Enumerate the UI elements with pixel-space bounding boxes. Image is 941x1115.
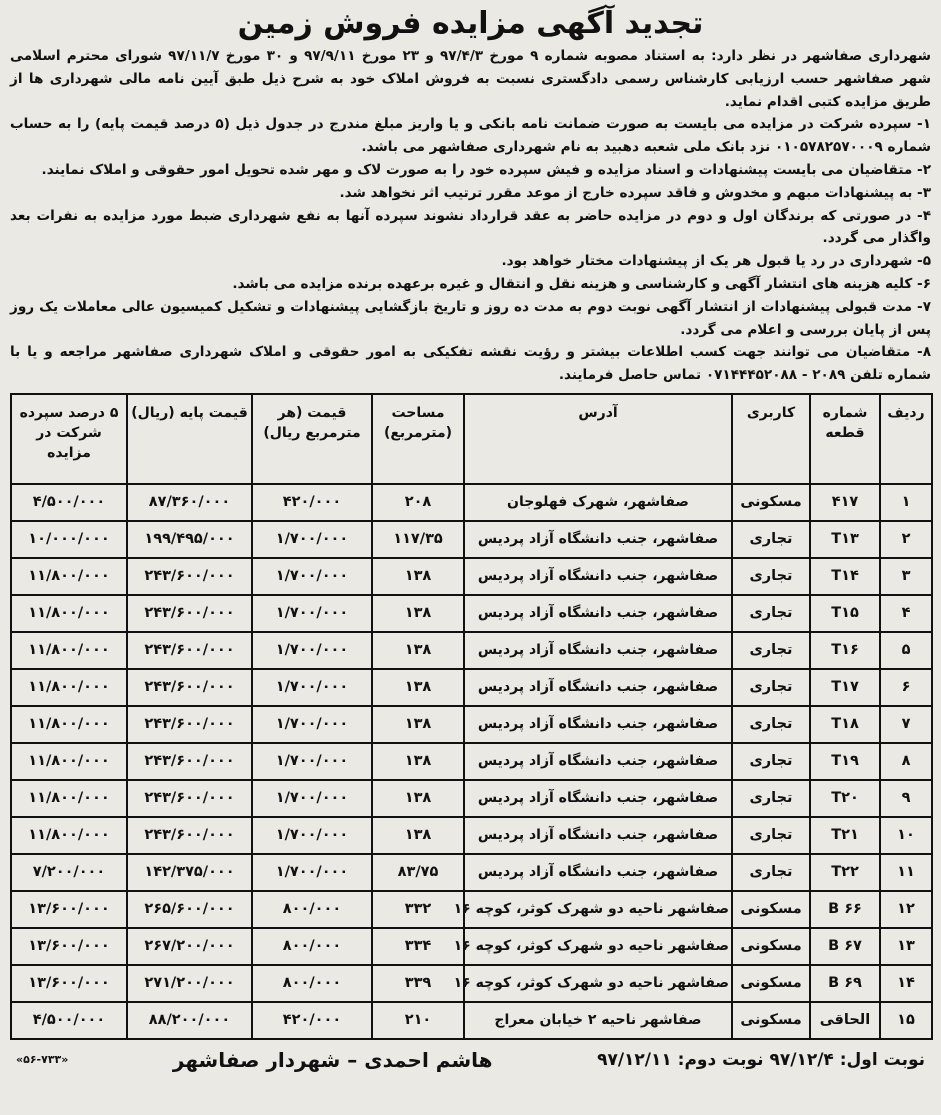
cell-area: ۳۳۹ [372, 965, 464, 1002]
cell-usage: تجاری [732, 706, 810, 743]
cell-base: ۲۴۳/۶۰۰/۰۰۰ [127, 595, 252, 632]
cell-address: صفاشهر، جنب دانشگاه آزاد پردیس [464, 780, 732, 817]
ad-footer [10, 1048, 931, 1072]
cell-plot: T۱۳ [810, 521, 880, 558]
table-row [11, 928, 932, 965]
cell-price: ۱/۷۰۰/۰۰۰ [252, 558, 372, 595]
cell-address: صفاشهر، جنب دانشگاه آزاد پردیس [464, 558, 732, 595]
header-address: آدرس [464, 394, 732, 484]
cell-row: ۱ [880, 484, 932, 521]
cell-usage: تجاری [732, 743, 810, 780]
cell-usage: تجاری [732, 854, 810, 891]
cell-base: ۸۷/۳۶۰/۰۰۰ [127, 484, 252, 521]
cell-row: ۱۵ [880, 1002, 932, 1039]
table-row [11, 521, 932, 558]
cell-price: ۱/۷۰۰/۰۰۰ [252, 817, 372, 854]
cell-deposit: ۱۱/۸۰۰/۰۰۰ [11, 558, 127, 595]
clause-6: ۶- کلیه هزینه های انتشار آگهی و کارشناسی و هزینه نقل و انتقال و غیره برعهده برنده مزایده می باشد. [232, 275, 931, 292]
cell-deposit: ۷/۲۰۰/۰۰۰ [11, 854, 127, 891]
cell-price: ۸۰۰/۰۰۰ [252, 965, 372, 1002]
cell-base: ۲۴۳/۶۰۰/۰۰۰ [127, 669, 252, 706]
cell-base: ۲۶۵/۶۰۰/۰۰۰ [127, 891, 252, 928]
cell-base: ۲۴۳/۶۰۰/۰۰۰ [127, 632, 252, 669]
publication-dates: نوبت اول: ۹۷/۱۲/۴ نوبت دوم: ۹۷/۱۲/۱۱ [597, 1049, 925, 1070]
cell-usage: مسکونی [732, 891, 810, 928]
clause-7: ۷- مدت قبولی پیشنهادات از انتشار آگهی نوبت دوم به مدت ده روز و تاریخ بازگشایی پیشنهادات و تشکیل کمیسیون عالی معاملات یک روز پس از پایان بررسی و اعلام می گردد. [10, 298, 931, 338]
cell-address: صفاشهر، جنب دانشگاه آزاد پردیس [464, 521, 732, 558]
cell-row: ۷ [880, 706, 932, 743]
table-row [11, 706, 932, 743]
ad-code: «۵۶-۷۳۳» [16, 1053, 69, 1067]
cell-base: ۲۴۳/۶۰۰/۰۰۰ [127, 743, 252, 780]
intro-paragraph: شهرداری صفاشهر در نظر دارد: به استناد مصوبه شماره ۹ مورخ ۹۷/۴/۳ و ۲۳ مورخ ۹۷/۹/۱۱ و ۳۰ مورخ ۹۷/۱۱/۷ شورای محترم اسلامی شهر صفاشهر حسب ارزیابی کارشناس رسمی دادگستری نسبت به فروش املاک خود به شرح ذیل طبق آیین نامه مالی شهرداری ها از طریق مزایده کتبی اقدام نماید. [10, 48, 932, 110]
cell-plot: ۴۱۷ [810, 484, 880, 521]
cell-row: ۲ [880, 521, 932, 558]
header-area: مساحت (مترمربع) [372, 394, 464, 484]
cell-base: ۲۴۳/۶۰۰/۰۰۰ [127, 706, 252, 743]
page-title: تجدید آگهی مزایده فروش زمین [237, 6, 704, 41]
cell-address: صفاشهر ناحیه ۲ خیابان معراج [464, 1002, 732, 1039]
cell-usage: تجاری [732, 632, 810, 669]
cell-usage: تجاری [732, 780, 810, 817]
cell-area: ۱۱۷/۳۵ [372, 521, 464, 558]
cell-deposit: ۱۱/۸۰۰/۰۰۰ [11, 817, 127, 854]
cell-address: صفاشهر ناحیه دو شهرک کوثر، کوچه ۱۶ [464, 928, 732, 965]
cell-row: ۶ [880, 669, 932, 706]
cell-price: ۱/۷۰۰/۰۰۰ [252, 780, 372, 817]
cell-base: ۲۶۷/۲۰۰/۰۰۰ [127, 928, 252, 965]
cell-price: ۸۰۰/۰۰۰ [252, 891, 372, 928]
table-row [11, 854, 932, 891]
cell-row: ۱۲ [880, 891, 932, 928]
cell-deposit: ۱۰/۰۰۰/۰۰۰ [11, 521, 127, 558]
cell-address: صفاشهر، جنب دانشگاه آزاد پردیس [464, 817, 732, 854]
header-base-price: قیمت پایه (ریال) [127, 394, 252, 484]
cell-row: ۸ [880, 743, 932, 780]
cell-usage: مسکونی [732, 1002, 810, 1039]
table-row [11, 743, 932, 780]
cell-row: ۱۴ [880, 965, 932, 1002]
cell-deposit: ۴/۵۰۰/۰۰۰ [11, 1002, 127, 1039]
clause-2: ۲- متقاضیان می بایست پیشنهادات و اسناد مزایده و فیش سپرده خود را به صورت لاک و مهر شده تحویل امور حقوقی و املاک نمایند. [41, 161, 931, 178]
cell-usage: مسکونی [732, 965, 810, 1002]
cell-base: ۲۷۱/۲۰۰/۰۰۰ [127, 965, 252, 1002]
cell-area: ۱۳۸ [372, 595, 464, 632]
cell-price: ۱/۷۰۰/۰۰۰ [252, 743, 372, 780]
cell-base: ۲۴۳/۶۰۰/۰۰۰ [127, 780, 252, 817]
table-row [11, 1002, 932, 1039]
cell-price: ۸۰۰/۰۰۰ [252, 928, 372, 965]
cell-deposit: ۱۱/۸۰۰/۰۰۰ [11, 632, 127, 669]
cell-area: ۱۳۸ [372, 780, 464, 817]
cell-area: ۱۳۸ [372, 706, 464, 743]
cell-plot: T۱۶ [810, 632, 880, 669]
cell-area: ۱۳۸ [372, 669, 464, 706]
cell-base: ۲۴۳/۶۰۰/۰۰۰ [127, 558, 252, 595]
table-header-row [11, 394, 932, 484]
cell-address: صفاشهر، جنب دانشگاه آزاد پردیس [464, 743, 732, 780]
header-unit-price: قیمت (هر مترمربع ریال) [252, 394, 372, 484]
table-row [11, 965, 932, 1002]
cell-plot: الحاقی [810, 1002, 880, 1039]
clause-3: ۳- به پیشنهادات مبهم و مخدوش و فاقد سپرده خارج از موعد مقرر ترتیب اثر نخواهد شد. [339, 184, 931, 201]
table-row [11, 817, 932, 854]
cell-area: ۲۰۸ [372, 484, 464, 521]
cell-usage: مسکونی [732, 928, 810, 965]
cell-plot: B ۶۹ [810, 965, 880, 1002]
cell-plot: T۲۰ [810, 780, 880, 817]
table-row [11, 780, 932, 817]
cell-area: ۳۳۲ [372, 891, 464, 928]
ad-body [10, 45, 931, 387]
cell-deposit: ۱۳/۶۰۰/۰۰۰ [11, 928, 127, 965]
cell-row: ۱۳ [880, 928, 932, 965]
table-row [11, 669, 932, 706]
cell-address: صفاشهر، جنب دانشگاه آزاد پردیس [464, 854, 732, 891]
cell-address: صفاشهر، شهرک فهلوجان [464, 484, 732, 521]
cell-plot: T۱۷ [810, 669, 880, 706]
cell-area: ۲۱۰ [372, 1002, 464, 1039]
cell-deposit: ۱۱/۸۰۰/۰۰۰ [11, 743, 127, 780]
cell-address: صفاشهر، جنب دانشگاه آزاد پردیس [464, 595, 732, 632]
cell-usage: تجاری [732, 595, 810, 632]
cell-usage: تجاری [732, 521, 810, 558]
cell-address: صفاشهر، جنب دانشگاه آزاد پردیس [464, 632, 732, 669]
table-row [11, 632, 932, 669]
cell-price: ۱/۷۰۰/۰۰۰ [252, 632, 372, 669]
signature-line: هاشم احمدی – شهردار صفاشهر [172, 1047, 493, 1072]
cell-row: ۱۰ [880, 817, 932, 854]
table-row [11, 484, 932, 521]
cell-deposit: ۱۱/۸۰۰/۰۰۰ [11, 669, 127, 706]
cell-deposit: ۱۱/۸۰۰/۰۰۰ [11, 780, 127, 817]
cell-plot: T۲۲ [810, 854, 880, 891]
header-plot-number: شماره قطعه [810, 394, 880, 484]
cell-row: ۱۱ [880, 854, 932, 891]
cell-deposit: ۱۳/۶۰۰/۰۰۰ [11, 965, 127, 1002]
cell-usage: مسکونی [732, 484, 810, 521]
cell-address: صفاشهر، جنب دانشگاه آزاد پردیس [464, 706, 732, 743]
table-row [11, 558, 932, 595]
cell-price: ۴۲۰/۰۰۰ [252, 484, 372, 521]
cell-plot: T۱۵ [810, 595, 880, 632]
clause-5: ۵- شهرداری در رد یا قبول هر یک از پیشنهادات مختار خواهد بود. [501, 253, 931, 270]
cell-base: ۱۹۹/۴۹۵/۰۰۰ [127, 521, 252, 558]
cell-deposit: ۱۱/۸۰۰/۰۰۰ [11, 706, 127, 743]
cell-deposit: ۱۱/۸۰۰/۰۰۰ [11, 595, 127, 632]
auction-table [10, 393, 933, 1040]
cell-base: ۸۸/۲۰۰/۰۰۰ [127, 1002, 252, 1039]
cell-row: ۹ [880, 780, 932, 817]
cell-plot: B ۶۶ [810, 891, 880, 928]
cell-plot: T۱۹ [810, 743, 880, 780]
cell-usage: تجاری [732, 817, 810, 854]
cell-price: ۴۲۰/۰۰۰ [252, 1002, 372, 1039]
cell-area: ۱۳۸ [372, 558, 464, 595]
table-row [11, 891, 932, 928]
cell-area: ۳۳۴ [372, 928, 464, 965]
cell-area: ۱۳۸ [372, 817, 464, 854]
cell-base: ۱۴۲/۳۷۵/۰۰۰ [127, 854, 252, 891]
cell-price: ۱/۷۰۰/۰۰۰ [252, 521, 372, 558]
header-deposit: ۵ درصد سپرده شرکت در مزایده [11, 394, 127, 484]
cell-address: صفاشهر ناحیه دو شهرک کوثر، کوچه ۱۶ [464, 965, 732, 1002]
clause-1: ۱- سپرده شرکت در مزایده می بایست به صورت ضمانت نامه بانکی و یا واریز مبلغ مندرج در جدول ذیل (۵ درصد قیمت پایه) را به حساب شماره ۰۱۰۵۷۸۲۵۷۰۰۰۹ نزد بانک ملی شعبه دهبید به نام شهرداری صفاشهر می باشد. [10, 116, 931, 156]
cell-row: ۴ [880, 595, 932, 632]
cell-usage: تجاری [732, 669, 810, 706]
clause-8: ۸- متقاضیان می توانند جهت کسب اطلاعات بیشتر و رؤیت نقشه تفکیکی به امور حقوقی و املاک شهرداری صفاشهر مراجعه و یا با شماره تلفن ۲۰۸۹ - ۰۷۱۴۴۴۵۲۰۸۸ تماس حاصل فرمایند. [10, 344, 931, 384]
cell-price: ۱/۷۰۰/۰۰۰ [252, 706, 372, 743]
cell-area: ۱۳۸ [372, 743, 464, 780]
cell-plot: T۱۴ [810, 558, 880, 595]
cell-row: ۳ [880, 558, 932, 595]
cell-deposit: ۱۳/۶۰۰/۰۰۰ [11, 891, 127, 928]
cell-plot: B ۶۷ [810, 928, 880, 965]
header-row-number: ردیف [880, 394, 932, 484]
cell-address: صفاشهر ناحیه دو شهرک کوثر، کوچه ۱۶ [464, 891, 732, 928]
table-row [11, 595, 932, 632]
cell-price: ۱/۷۰۰/۰۰۰ [252, 854, 372, 891]
cell-usage: تجاری [732, 558, 810, 595]
cell-price: ۱/۷۰۰/۰۰۰ [252, 669, 372, 706]
cell-base: ۲۴۳/۶۰۰/۰۰۰ [127, 817, 252, 854]
cell-area: ۸۳/۷۵ [372, 854, 464, 891]
cell-price: ۱/۷۰۰/۰۰۰ [252, 595, 372, 632]
clause-4: ۴- در صورتی که برندگان اول و دوم در مزایده حاضر به عقد قرارداد نشوند سپرده آنها به نفع شهرداری ضبط مورد مزایده به نفرات بعد واگذار می گردد. [10, 207, 931, 247]
cell-deposit: ۴/۵۰۰/۰۰۰ [11, 484, 127, 521]
cell-row: ۵ [880, 632, 932, 669]
cell-area: ۱۳۸ [372, 632, 464, 669]
header-usage: کاربری [732, 394, 810, 484]
cell-address: صفاشهر، جنب دانشگاه آزاد پردیس [464, 669, 732, 706]
table-body [11, 484, 932, 1039]
cell-plot: T۲۱ [810, 817, 880, 854]
cell-plot: T۱۸ [810, 706, 880, 743]
